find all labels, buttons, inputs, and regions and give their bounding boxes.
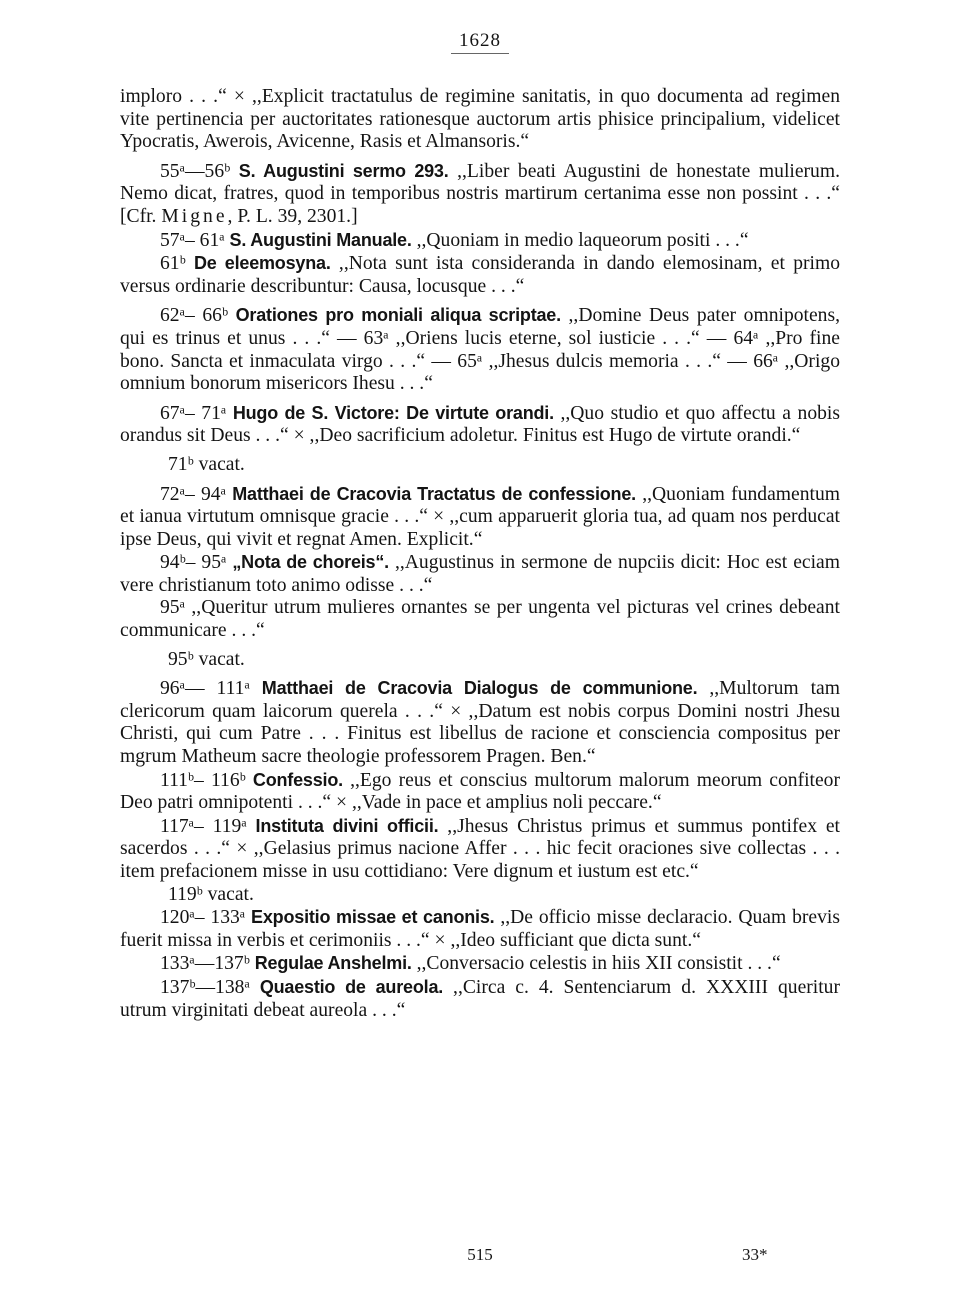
folio-ref: 61ᵇ xyxy=(160,253,186,275)
folio-ref: 111ᵇ– 116ᵇ xyxy=(160,769,246,791)
vacat-entry xyxy=(120,884,840,907)
entry-title: Regulae Anshelmi. xyxy=(254,953,412,974)
catalog-entry xyxy=(120,483,840,552)
folio-ref: 96ᵃ— 111ᵃ xyxy=(160,678,250,700)
catalog-entry xyxy=(120,769,840,815)
folio-ref: 117ᵃ– 119ᵃ xyxy=(160,815,247,837)
catalog-entry xyxy=(120,677,840,768)
entry-text: ,,Ego reus et conscius multorum malorum meorum confiteor Deo patri omnipotenti . . .“ × ,,Vade in pace et amplius noli peccare.“ xyxy=(120,769,840,814)
entry-text: ,,Conversacio celestis in hiis XII consistit . . .“ xyxy=(411,953,781,975)
folio-ref: 133ᵃ—137ᵇ xyxy=(160,953,250,975)
entry-text: ,,Liber beati Augustini de honestate mulierum. Nemo dicat, fratres, quod in temporibus nostris martirum certanima esse non possint . . .“ [Cfr. xyxy=(120,160,840,227)
entry-title: S. Augustini Manuale. xyxy=(229,229,412,250)
catalog-entry xyxy=(120,304,840,395)
catalog-entry xyxy=(120,229,840,253)
entry-text: ,,Domine Deus pater omnipotens, qui es trinus et unus . . .“ — 63ᵃ ,,Oriens lucis eterne, sol iusticie . . .“ — 64ᵃ ,,Pro fine bono. Sancta et inmaculata virgo . . .“ — 65ᵃ ,,Jhesus dulcis memoria . . .“ — 66ᵃ ,,Origo omnium bonorum misericors Ihesu . . .“ xyxy=(120,305,841,395)
page-footer xyxy=(0,1245,960,1269)
vacat-entry xyxy=(120,649,840,672)
entry-text: ,,Circa c. 4. Sentenciarum d. XXXIII queritur utrum virginitati debeat aureola . . .“ xyxy=(120,976,840,1021)
entry-title: S. Augustini sermo 293. xyxy=(238,160,449,181)
continuation-paragraph: imploro . . .“ × ,,Explicit tractatulus de regimine sanitatis, in quo documenta ad regimen vite pertinencia per auctoritates rationesque auctorum artis phisice principalium, videlicet Ypocratis, Awerois, Avicenne, Rasis et Almansoris.“ xyxy=(120,86,840,153)
folio-ref: 137ᵇ—138ᵃ xyxy=(160,976,250,998)
entry-text: ,,Augustinus in sermone de nupciis dicit: Hoc est eciam vere christianum toto animo odisse . . .“ xyxy=(120,552,840,596)
footer-page-number: 515 xyxy=(467,1245,493,1264)
entry-title: Orationes pro moniali aliqua scriptae. xyxy=(235,305,561,326)
entry-text: ,,Queritur utrum mulieres ornantes se per ungenta vel picturas vel crines debeant communicare . . .“ xyxy=(120,597,840,642)
catalog-entry xyxy=(120,402,840,448)
catalog-entry xyxy=(120,252,840,298)
folio-ref: 62ᵃ– 66ᵇ xyxy=(160,305,229,327)
author-name: Migne xyxy=(161,205,228,227)
folio-ref: 95ᵇ xyxy=(168,648,194,670)
entry-text-after: , P. L. 39, 2301.] xyxy=(227,205,358,227)
catalog-entry xyxy=(120,551,840,597)
catalog-entry xyxy=(120,815,840,884)
entry-text: vacat. xyxy=(202,883,254,905)
entry-title: Matthaei de Cracovia Dialogus de communione. xyxy=(261,678,698,699)
entry-title: Instituta divini officii. xyxy=(255,815,439,836)
entry-text: ,,Multorum tam clericorum quam laicorum querela . . .“ × ,,Datum est nobis corpus Domini nostri Jhesu Christi, qui cum Patre . . . Finitus est libellus de racione et consciencia compositus per mgrum Matheum sacre theologie professorem Pragen. Ben.“ xyxy=(120,678,840,768)
entry-text: ,,Nota sunt ista consideranda in dando elemosinam, et primo versus ordinarie describuntur: Causa, locusque . . .“ xyxy=(120,253,840,297)
entry-text: ,,Quo studio et quo affectu a nobis orandus sit Deus . . .“ × ,,Deo sacrificium adoletur. Finitus est Hugo de virtute orandi.“ xyxy=(120,402,840,447)
entry-title: „Nota de choreis“. xyxy=(232,552,389,573)
folio-ref: 94ᵇ– 95ᵃ xyxy=(160,552,227,574)
entry-text: ,,Quoniam in medio laqueorum positi . . .“ xyxy=(411,229,749,251)
folio-ref: 119ᵇ xyxy=(168,883,203,905)
entry-title: Confessio. xyxy=(252,769,343,790)
catalog-text xyxy=(120,86,840,1022)
entry-text: vacat. xyxy=(193,453,245,475)
folio-ref: 95ᵃ xyxy=(160,597,185,619)
folio-ref: 120ᵃ– 133ᵃ xyxy=(160,907,246,929)
sheet-signature: 33* xyxy=(742,1245,768,1264)
folio-ref: 57ᵃ– 61ᵃ xyxy=(160,229,225,251)
entry-text: ,,Quoniam fundamentum et ianua virtutum omnisque gracie . . .“ × ,,cum apparuerit gloria tua, ad quam nos perducat ipse Deus, qui vivit et regnat Amen. Explicit.“ xyxy=(120,483,841,550)
folio-ref: 71ᵇ xyxy=(168,453,194,475)
catalog-entry xyxy=(120,952,840,976)
entry-text: vacat. xyxy=(193,648,245,670)
entry-title: De eleemosyna. xyxy=(193,253,331,274)
folio-ref: 55ᵃ—56ᵇ xyxy=(160,160,231,182)
catalog-entry xyxy=(120,597,840,642)
entry-text: ,,Jhesus Christus primus et summus pontifex et sacerdos . . .“ × ,,Gelasius primus nacione Affer . . . hic fecit oraciones sive collectas . . . item prefacionem misse in usu cottidiano: Vere dignum et iustum est etc.“ xyxy=(120,815,840,882)
catalog-entry xyxy=(120,906,840,952)
entry-title: Hugo de S. Victore: De virtute orandi. xyxy=(232,402,554,423)
entry-title: Matthaei de Cracovia Tractatus de confessione. xyxy=(232,483,636,504)
entry-title: Expositio missae et canonis. xyxy=(251,907,495,928)
folio-ref: 72ᵃ– 94ᵃ xyxy=(160,483,226,505)
folio-ref: 67ᵃ– 71ᵃ xyxy=(160,402,227,424)
page-number: 1628 xyxy=(451,30,509,54)
page-header xyxy=(0,30,960,54)
catalog-entry xyxy=(120,976,840,1022)
vacat-entry xyxy=(120,454,840,477)
entry-title: Quaestio de aureola. xyxy=(259,976,444,997)
entry-text: ,,De officio misse declaracio. Quam brevis fuerit missa in verbis et cerimoniis . . .“ × ,,Ideo sufficiant que dicta sunt.“ xyxy=(120,907,840,951)
catalog-entry xyxy=(120,160,840,229)
